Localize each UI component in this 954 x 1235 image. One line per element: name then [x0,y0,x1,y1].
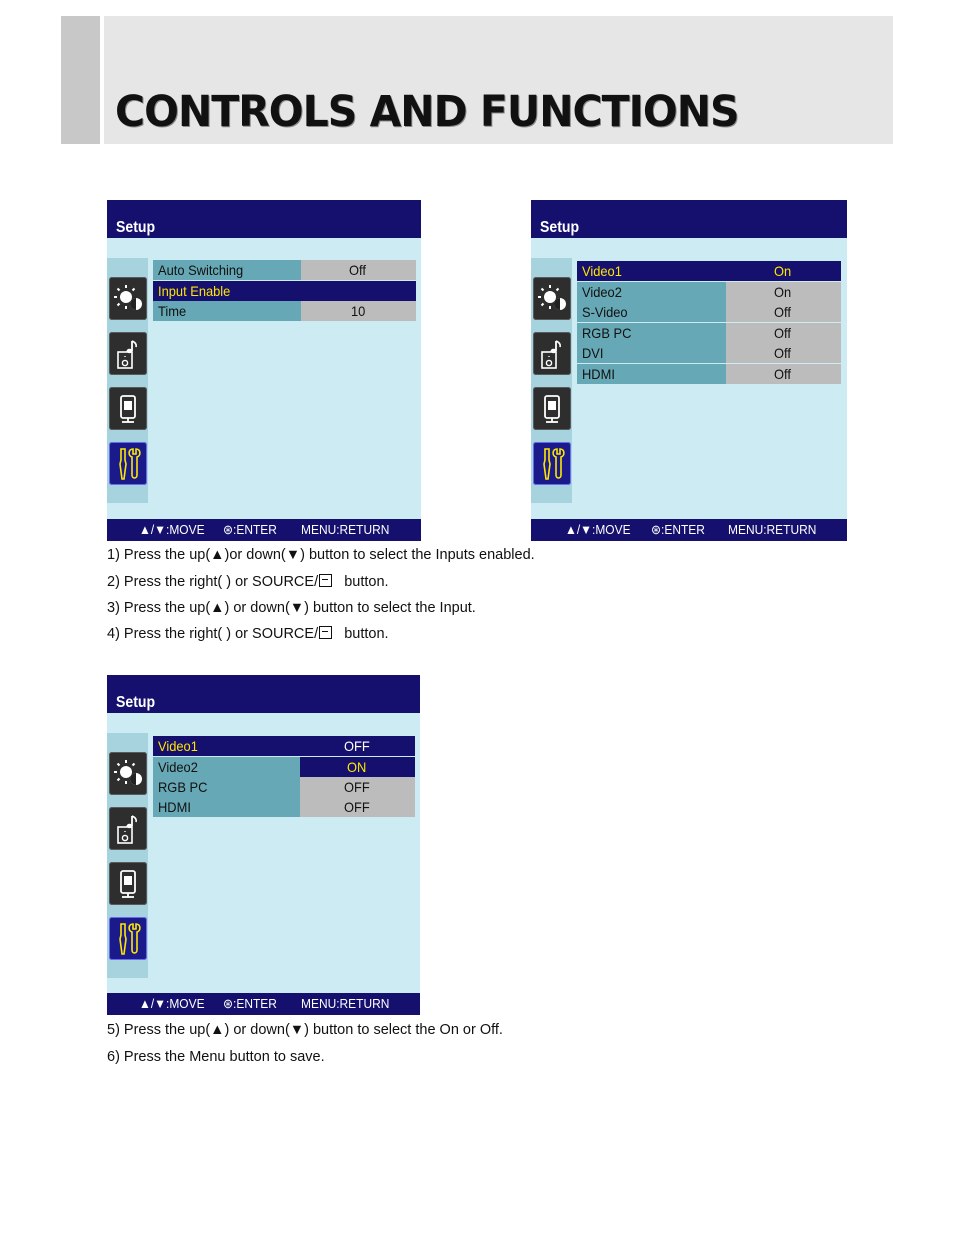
screen-icon[interactable] [109,862,147,905]
row-label: RGB PC [158,779,208,795]
footer-move: ▲/▼:MOVE [565,522,631,537]
row-value: On [774,263,792,279]
osd-sidebar [531,258,572,503]
step-2-tail: button. [344,574,389,590]
osd-title-bar [531,200,847,238]
menu-row-time[interactable] [153,301,416,321]
osd-title-bar [107,675,420,713]
footer-enter: ⊛:ENTER [223,996,277,1011]
row-value: OFF [343,779,370,795]
screen-icon[interactable] [109,387,147,430]
row-label: Video2 [582,284,622,300]
step-2 [107,574,389,590]
screen-icon[interactable] [533,387,571,430]
source-icon [319,574,332,587]
step-2-text: 2) Press the right( ) or SOURCE/ [107,574,319,590]
picture-icon[interactable] [109,277,147,320]
row-value: Off [774,304,792,320]
row-value: Off [774,366,792,382]
setup-tools-icon[interactable] [533,442,571,485]
header-tab [61,16,100,144]
menu-row-input-enable[interactable] [153,281,416,301]
sound-icon[interactable] [533,332,571,375]
row-label: Video2 [158,759,198,775]
footer-return: MENU:RETURN [728,522,817,537]
menu-row-rgb-pc[interactable] [153,777,415,797]
row-label: DVI [582,345,604,361]
menu-row-hdmi[interactable] [577,364,841,384]
step-4-tail: button. [344,626,389,642]
osd-title: Setup [540,219,580,236]
menu-row-rgb-pc[interactable] [577,323,841,343]
row-value: On [774,284,792,300]
row-value: OFF [343,799,370,815]
row-label: Time [158,303,187,319]
menu-row-video2[interactable] [153,757,415,777]
row-value: OFF [343,738,370,754]
sound-icon[interactable] [109,332,147,375]
menu-row-auto-switching[interactable] [153,260,416,280]
row-value: ON [347,759,367,775]
source-icon [319,626,332,639]
row-value: Off [774,345,792,361]
step-3: 3) Press the up(▲) or down(▼) button to select the Input. [107,600,476,616]
row-value: Off [349,262,367,278]
step-1: 1) Press the up(▲)or down(▼) button to select the Inputs enabled. [107,547,535,563]
row-label: Input Enable [158,283,231,299]
footer-return: MENU:RETURN [301,522,390,537]
row-label: HDMI [582,366,615,382]
page-title: CONTROLS AND FUNCTIONS [115,86,739,137]
osd-menu-inputs-list [531,200,847,541]
row-label: Auto Switching [158,262,244,278]
row-label: RGB PC [582,325,632,341]
osd-footer [531,519,847,541]
setup-tools-icon[interactable] [109,917,147,960]
menu-row-s-video[interactable] [577,302,841,322]
row-label: Video1 [582,263,622,279]
step-5: 5) Press the up(▲) or down(▼) button to select the On or Off. [107,1022,503,1038]
row-label: HDMI [158,799,191,815]
row-label: S-Video [582,304,628,320]
osd-footer [107,519,421,541]
setup-tools-icon[interactable] [109,442,147,485]
osd-menu-input-enable [107,200,421,541]
step-4 [107,626,389,642]
row-value: Off [774,325,792,341]
osd-title: Setup [116,694,156,711]
row-value: 10 [350,303,366,319]
menu-row-hdmi[interactable] [153,797,415,817]
osd-menu-input-onoff [107,675,420,1015]
step-4-text: 4) Press the right( ) or SOURCE/ [107,626,319,642]
picture-icon[interactable] [109,752,147,795]
menu-row-dvi[interactable] [577,343,841,363]
osd-sidebar [107,733,148,978]
row-label: Video1 [158,738,198,754]
osd-title: Setup [116,219,156,236]
sound-icon[interactable] [109,807,147,850]
footer-move: ▲/▼:MOVE [139,996,205,1011]
osd-footer [107,993,420,1015]
menu-row-video1[interactable] [153,736,415,756]
footer-enter: ⊛:ENTER [223,522,277,537]
menu-row-video1[interactable] [577,261,841,281]
footer-move: ▲/▼:MOVE [139,522,205,537]
picture-icon[interactable] [533,277,571,320]
osd-title-bar [107,200,421,238]
footer-return: MENU:RETURN [301,996,390,1011]
footer-enter: ⊛:ENTER [651,522,705,537]
step-6: 6) Press the Menu button to save. [107,1049,325,1065]
menu-row-video2[interactable] [577,282,841,302]
osd-sidebar [107,258,148,503]
